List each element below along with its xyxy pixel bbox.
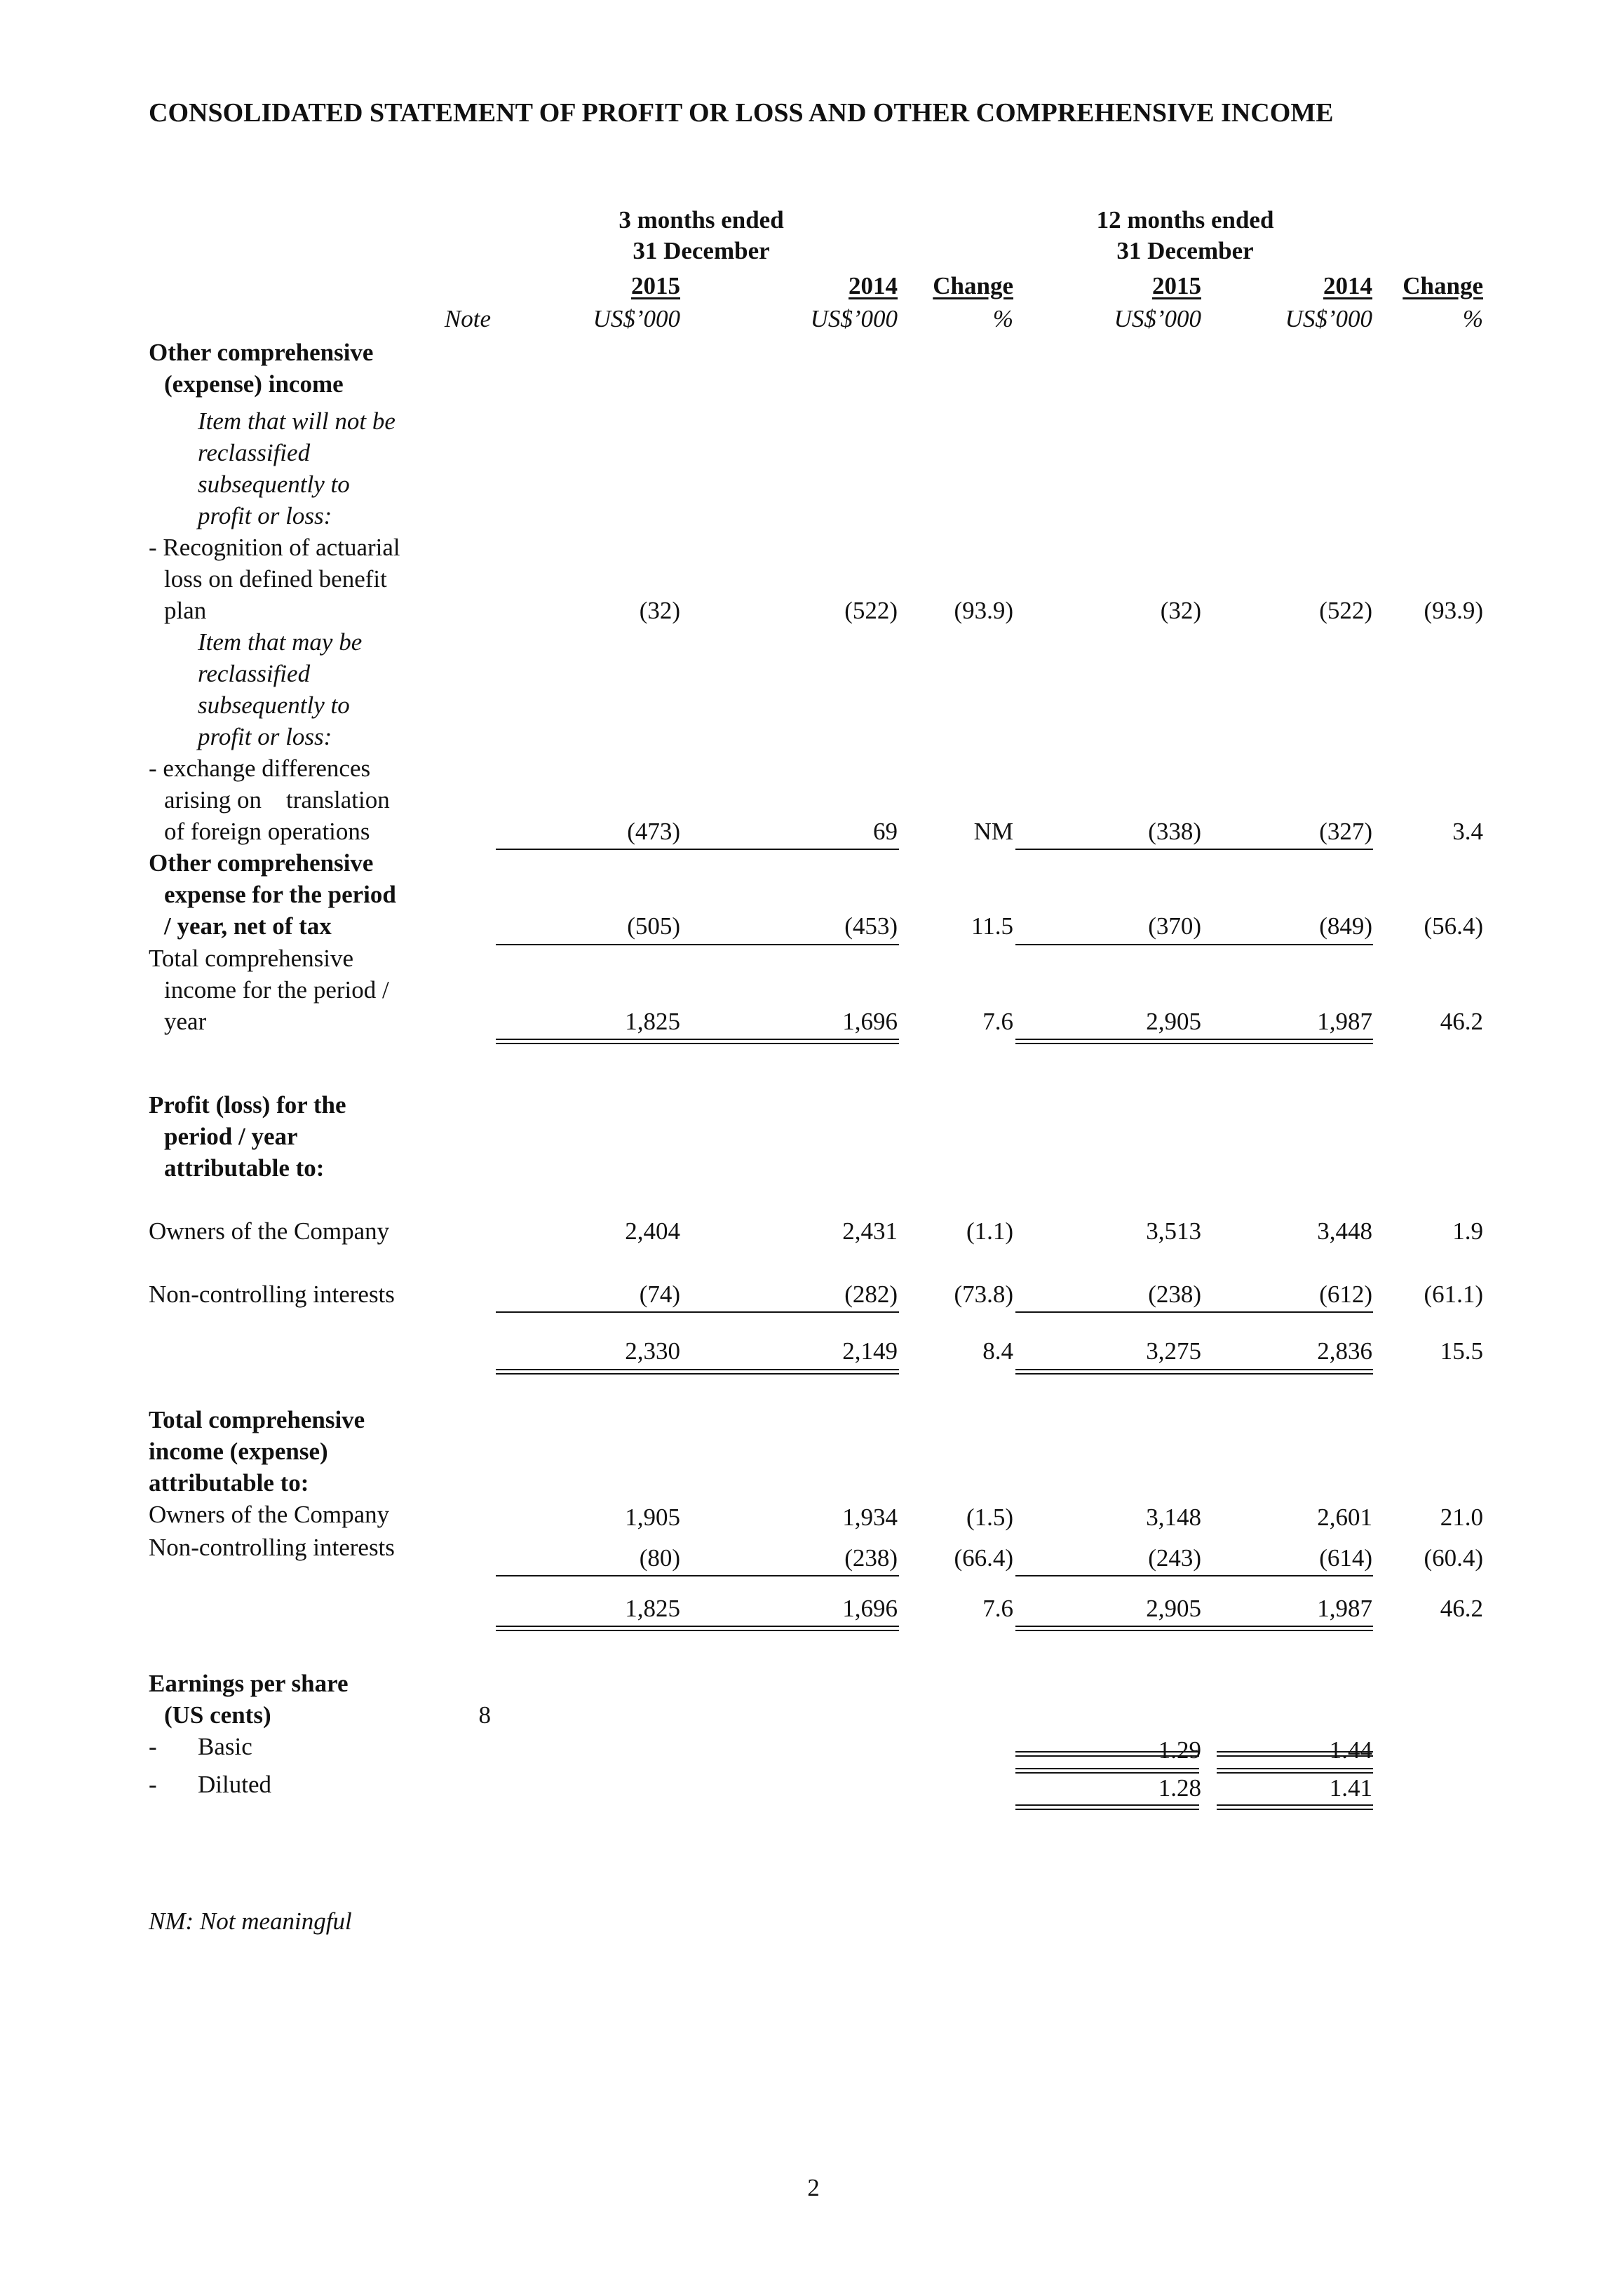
tci-total-change-3m: 7.6	[982, 1595, 1013, 1622]
tci-label-line3: year	[164, 1008, 207, 1035]
header-year-2014-3m: 2014	[849, 272, 898, 299]
may-be-reclassified-line1: Item that may be	[198, 628, 363, 656]
tci-total-2015-12m: 2,905	[1146, 1595, 1201, 1622]
actuarial-value-2014-12m: (522)	[1319, 597, 1372, 624]
rule-single	[496, 944, 899, 945]
tci-total-change-12m: 46.2	[1440, 1595, 1483, 1622]
rule-double	[496, 1039, 899, 1044]
oci-total-2015-3m: (505)	[627, 912, 680, 940]
tci-attr-line2: income (expense)	[149, 1438, 328, 1465]
actuarial-change-3m: (93.9)	[954, 597, 1013, 624]
header-12-months-line2: 31 December	[1116, 237, 1254, 264]
rule-single	[1015, 1575, 1373, 1576]
tci-2015-3m: 1,825	[625, 1008, 680, 1035]
basic-2015: 1.29	[1158, 1736, 1201, 1764]
header-12-months-line1: 12 months ended	[1096, 206, 1274, 234]
rule-double	[1217, 1804, 1373, 1810]
tci-label-line2: income for the period /	[164, 976, 389, 1004]
tci-owners-change-12m: 21.0	[1440, 1504, 1483, 1531]
header-change-3m: Change	[933, 272, 1013, 299]
tci-total-2014-3m: 1,696	[842, 1595, 898, 1622]
profit-total-change-3m: 8.4	[982, 1337, 1013, 1365]
profit-total-2014-12m: 2,836	[1317, 1337, 1372, 1365]
tci-2014-12m: 1,987	[1317, 1008, 1372, 1035]
profit-total-change-12m: 15.5	[1440, 1337, 1483, 1365]
tci-label	[149, 943, 443, 1037]
exchange-change-3m: NM	[973, 818, 1013, 845]
profit-attr-line1: Profit (loss) for the	[149, 1091, 346, 1119]
eps-note: 8	[478, 1701, 491, 1729]
owners-2014-3m: 2,431	[842, 1217, 898, 1245]
diluted-dash: -	[149, 1771, 157, 1798]
exchange-label	[149, 752, 443, 847]
nci-label: Non-controlling interests	[149, 1281, 395, 1308]
exchange-value-2014-3m: 69	[873, 818, 898, 845]
header-unit-2014-12m: US$’000	[1285, 305, 1372, 332]
tci-owners-2015-3m: 1,905	[625, 1504, 680, 1531]
owners-2015-3m: 2,404	[625, 1217, 680, 1245]
owners-label: Owners of the Company	[149, 1217, 390, 1245]
exchange-change-12m: 3.4	[1452, 818, 1483, 845]
oci-total-label-line3: / year, net of tax	[164, 912, 332, 940]
page-number: 2	[807, 2174, 820, 2201]
rule-single	[496, 1311, 899, 1313]
exchange-value-2014-12m: (327)	[1319, 818, 1372, 845]
nci-2015-12m: (238)	[1148, 1281, 1201, 1308]
owners-change-3m: (1.1)	[966, 1217, 1013, 1245]
tci-change-12m: 46.2	[1440, 1008, 1483, 1035]
tci-owners-label: Owners of the Company	[149, 1501, 390, 1528]
actuarial-value-2015-3m: (32)	[639, 597, 680, 624]
oci-total-2014-3m: (453)	[844, 912, 898, 940]
page-title: CONSOLIDATED STATEMENT OF PROFIT OR LOSS AND OTHER COMPREHENSIVE INCOME	[149, 98, 1334, 128]
actuarial-change-12m: (93.9)	[1424, 597, 1483, 624]
eps-heading-line2: (US cents)	[164, 1701, 271, 1729]
tci-nci-2014-3m: (238)	[844, 1544, 898, 1572]
nci-2015-3m: (74)	[639, 1281, 680, 1308]
exchange-value-2015-12m: (338)	[1148, 818, 1201, 845]
header-pct-3m: %	[992, 305, 1013, 332]
profit-total-2015-12m: 3,275	[1146, 1337, 1201, 1365]
nci-change-3m: (73.8)	[954, 1281, 1013, 1308]
exchange-label-line3: of foreign operations	[164, 818, 370, 845]
exchange-label-line1: - exchange differences	[149, 755, 371, 782]
rule-double	[496, 1626, 899, 1631]
rule-double	[1015, 1751, 1199, 1757]
tci-nci-2015-12m: (243)	[1148, 1544, 1201, 1572]
may-be-reclassified-line4: profit or loss:	[198, 723, 332, 750]
rule-single	[496, 1575, 899, 1576]
actuarial-value-2014-3m: (522)	[844, 597, 898, 624]
tci-nci-label: Non-controlling interests	[149, 1534, 395, 1561]
diluted-2014: 1.41	[1329, 1774, 1372, 1802]
rule-double	[1217, 1751, 1373, 1757]
may-be-reclassified-heading	[198, 626, 450, 752]
exchange-label-line2: arising on translation	[164, 786, 390, 813]
rule-double	[1015, 1039, 1373, 1044]
oci-heading	[149, 337, 443, 400]
profit-attr-line3: attributable to:	[164, 1154, 325, 1182]
not-reclassified-line4: profit or loss:	[198, 502, 332, 529]
oci-total-label-line2: expense for the period	[164, 881, 396, 908]
tci-nci-change-12m: (60.4)	[1424, 1544, 1483, 1572]
profit-total-2014-3m: 2,149	[842, 1337, 898, 1365]
nci-2014-3m: (282)	[844, 1281, 898, 1308]
actuarial-label	[149, 532, 443, 626]
tci-attr-line3: attributable to:	[149, 1469, 309, 1497]
rule-double	[1015, 1369, 1373, 1375]
eps-heading	[149, 1668, 443, 1731]
rule-single	[1015, 944, 1373, 945]
tci-total-2014-12m: 1,987	[1317, 1595, 1372, 1622]
header-3-months-line1: 3 months ended	[619, 206, 784, 234]
exchange-value-2015-3m: (473)	[627, 818, 680, 845]
oci-total-2014-12m: (849)	[1319, 912, 1372, 940]
tci-owners-2014-12m: 2,601	[1317, 1504, 1372, 1531]
nci-2014-12m: (612)	[1319, 1281, 1372, 1308]
actuarial-label-line1: - Recognition of actuarial	[149, 534, 400, 561]
actuarial-label-line2: loss on defined benefit	[164, 565, 387, 593]
nci-change-12m: (61.1)	[1424, 1281, 1483, 1308]
header-3-months	[582, 205, 820, 266]
basic-2014: 1.44	[1329, 1736, 1372, 1764]
diluted-2015: 1.28	[1158, 1774, 1201, 1802]
diluted-label: Diluted	[198, 1771, 271, 1798]
may-be-reclassified-line3: subsequently to	[198, 691, 350, 719]
header-change-12m: Change	[1403, 272, 1483, 299]
profit-attr-heading	[149, 1089, 443, 1184]
tci-owners-2015-12m: 3,148	[1146, 1504, 1201, 1531]
tci-nci-2014-12m: (614)	[1319, 1544, 1372, 1572]
owners-change-12m: 1.9	[1452, 1217, 1483, 1245]
tci-attr-line1: Total comprehensive	[149, 1406, 365, 1433]
tci-attr-heading	[149, 1404, 443, 1499]
oci-heading-line2: (expense) income	[164, 370, 344, 398]
tci-total-2015-3m: 1,825	[625, 1595, 680, 1622]
tci-2015-12m: 2,905	[1146, 1008, 1201, 1035]
header-unit-2015-12m: US$’000	[1114, 305, 1201, 332]
rule-single	[1015, 1311, 1373, 1313]
oci-total-label	[149, 847, 443, 942]
oci-total-change-3m: 11.5	[971, 912, 1013, 940]
rule-single	[496, 849, 899, 850]
header-year-2015-3m: 2015	[631, 272, 680, 299]
tci-owners-change-3m: (1.5)	[966, 1504, 1013, 1531]
header-3-months-line2: 31 December	[633, 237, 770, 264]
rule-double	[1015, 1626, 1373, 1631]
tci-nci-change-3m: (66.4)	[954, 1544, 1013, 1572]
not-reclassified-line2: reclassified	[198, 439, 311, 466]
owners-2014-12m: 3,448	[1317, 1217, 1372, 1245]
profit-total-2015-3m: 2,330	[625, 1337, 680, 1365]
rule-double	[496, 1369, 899, 1375]
footnote: NM: Not meaningful	[149, 1907, 352, 1935]
oci-total-2015-12m: (370)	[1148, 912, 1201, 940]
oci-total-change-12m: (56.4)	[1424, 912, 1483, 940]
tci-change-3m: 7.6	[982, 1008, 1013, 1035]
tci-owners-2014-3m: 1,934	[842, 1504, 898, 1531]
header-year-2014-12m: 2014	[1323, 272, 1372, 299]
owners-2015-12m: 3,513	[1146, 1217, 1201, 1245]
tci-label-line1: Total comprehensive	[149, 945, 354, 972]
header-unit-2015-3m: US$’000	[593, 305, 680, 332]
oci-heading-line1: Other comprehensive	[149, 339, 374, 366]
actuarial-value-2015-12m: (32)	[1160, 597, 1201, 624]
header-unit-2014-3m: US$’000	[810, 305, 898, 332]
may-be-reclassified-line2: reclassified	[198, 660, 311, 687]
eps-heading-line1: Earnings per share	[149, 1670, 349, 1697]
basic-label: Basic	[198, 1733, 252, 1760]
header-note: Note	[444, 305, 491, 332]
header-pct-12m: %	[1462, 305, 1483, 332]
header-year-2015-12m: 2015	[1152, 272, 1201, 299]
profit-attr-line2: period / year	[164, 1123, 298, 1150]
not-reclassified-line3: subsequently to	[198, 471, 350, 498]
not-reclassified-line1: Item that will not be	[198, 407, 396, 435]
actuarial-label-line3: plan	[164, 597, 207, 624]
rule-single	[1015, 849, 1373, 850]
header-12-months	[1066, 205, 1304, 266]
tci-2014-3m: 1,696	[842, 1008, 898, 1035]
basic-dash: -	[149, 1733, 157, 1760]
rule-double	[1015, 1804, 1199, 1810]
oci-total-label-line1: Other comprehensive	[149, 849, 374, 877]
tci-nci-2015-3m: (80)	[639, 1544, 680, 1572]
not-reclassified-heading	[198, 405, 450, 532]
